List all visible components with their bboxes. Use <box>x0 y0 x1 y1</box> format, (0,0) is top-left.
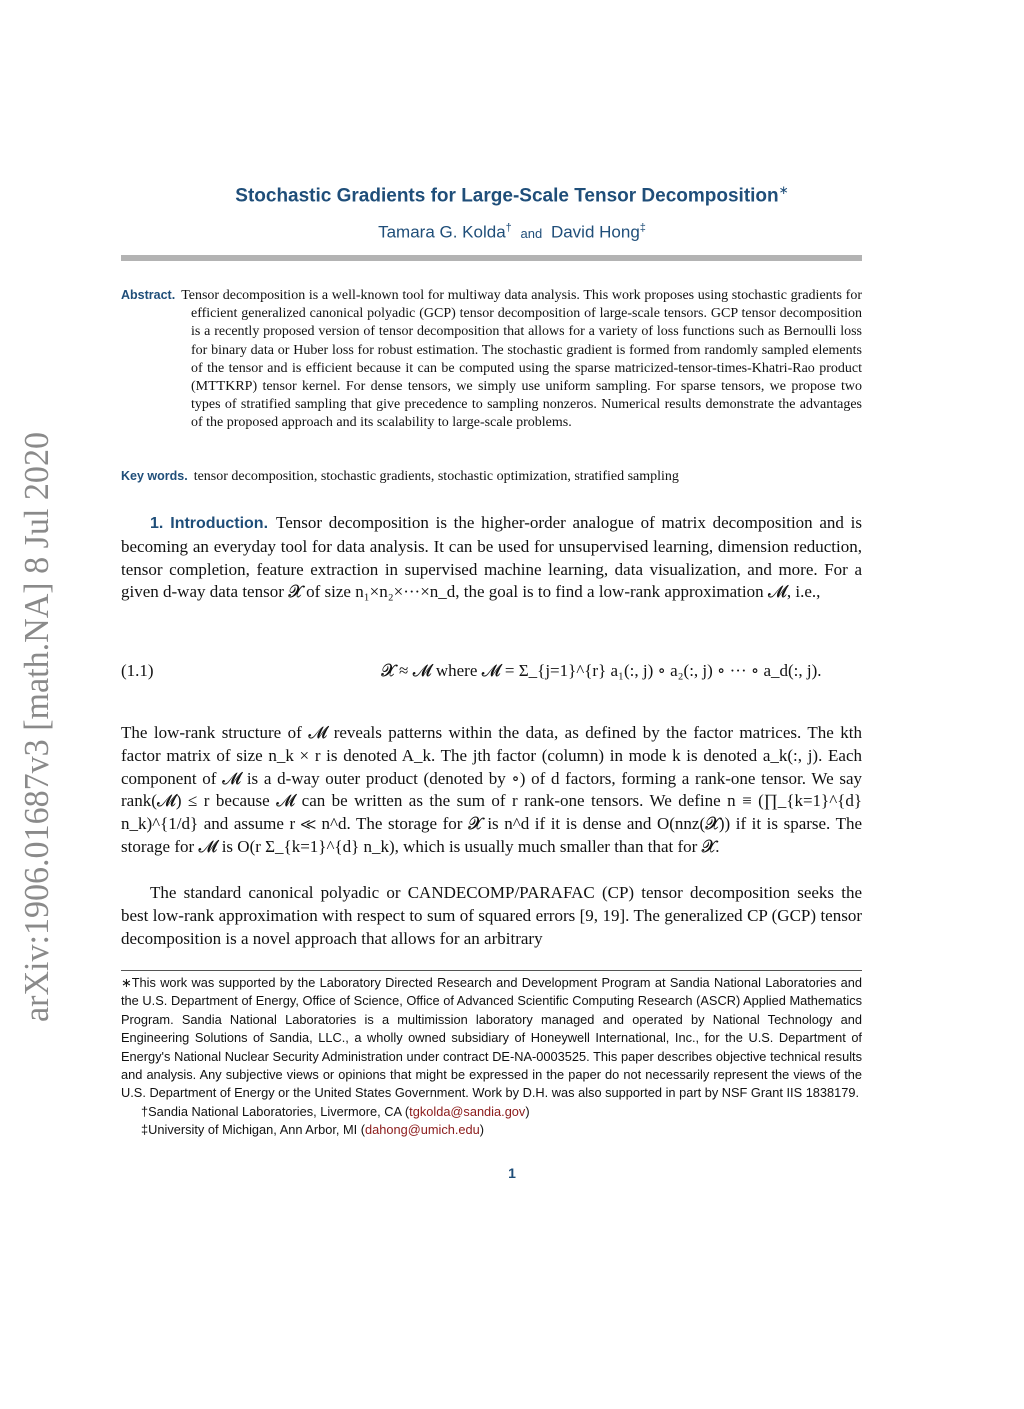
arxiv-id: arXiv:1906.01687v3 [math.NA] 8 Jul 2020 <box>17 415 56 1022</box>
keywords <box>121 469 862 485</box>
page-number: 1 <box>508 1165 516 1181</box>
paper-title: Stochastic Gradients for Large-Scale Tensor Decomposition∗ <box>235 183 789 207</box>
equation-number: (1.1) <box>121 661 154 680</box>
footnote-kolda: †Sandia National Laboratories, Livermore, CA (tgkolda@sandia.gov) <box>141 1103 530 1119</box>
abstract-text: Tensor decomposition is a well-known tool for multiway data analysis. This work proposes using stochastic gradients for efficient generalized canonical polyadic (GCP) tensor decomposition of large-scale tensors. GCP tensor decomposition is a recently proposed version of tensor decomposition that allows for a variety of loss functions such as Bernoulli loss for binary data or Huber loss for robust estimation. The stochastic gradient is formed from randomly sampled elements of the tensor and is efficient because it can be computed using the sparse matricized-tensor-times-Khatri-Rao product (MTTKRP) tensor kernel. For dense tensors, we simply use uniform sampling. For sparse tensors, we propose two types of stratified sampling that give precedence to sampling nonzeros. Numerical results demonstrate the advantages of the proposed approach and its scalability to large-scale problems. <box>181 288 862 431</box>
keywords-label: Key words. <box>121 469 188 483</box>
title-rule <box>121 255 862 261</box>
author-hong: David Hong <box>550 222 640 242</box>
intro-paragraph-2: The low-rank structure of 𝓜 reveals patterns within the data, as defined by the factor matrices. The kth factor matrix of size n_k × r is denoted A_k. The jth factor (column) in mode k is denoted a_k(:, j). Each component of 𝓜 is a d-way outer product (denoted by ∘) of d factors, forming a rank-one tensor. We say rank(𝓜) ≤ r because 𝓜 can be written as the sum of r rank-one tensors. We define n ≡ (∏_{k=1}^{d} n_k)^{1/d} and assume r ≪ n^d. The storage for 𝓧 is n^d if it is dense and O(nnz(𝓧)) if it is sparse. The storage for 𝓜 is O(r Σ_{k=1}^{d} n_k), which is usually much smaller than that for 𝓧. <box>121 723 862 856</box>
author-line: Tamara G. Kolda† and David Hong‡ <box>378 222 646 242</box>
footnote-hong: ‡University of Michigan, Ann Arbor, MI (dahong@umich.edu) <box>141 1122 485 1138</box>
intro-paragraph-1: 1. Introduction. Tensor decomposition is the higher-order analogue of matrix decomposition and is becoming an everyday tool for data analysis. It can be used for unsupervised learning, dimension reduction, tensor completion, feature extraction in supervised machine learning, data visualization, and more. For a given d-way data tensor 𝓧 of size n₁×n₂×···×n_d, the goal is to find a low-rank approximation 𝓜, i.e., <box>121 513 862 602</box>
footnote-funding: ∗This work was supported by the Laboratory Directed Research and Development Program at Sandia National Laboratories and the U.S. Department of Energy, Office of Science, Office of Advanced Scientific Computing Research (ASCR) Applied Mathematics Program. Sandia National Laboratories is a multimission laboratory managed and operated by National Technology and Engineering Solutions of Sandia, LLC., a wholly owned subsidiary of Honeywell International, Inc., for the U.S. Department of Energy's National Nuclear Security Administration under contract DE-NA-0003525. This paper describes objective technical results and analysis. Any subjective views or opinions that might be expressed in the paper do not necessarily represent the views of the U.S. Department of Energy or the United States Government. Work by D.H. was also supported in part by NSF Grant IIS 1838179. <box>121 975 862 1101</box>
equation-1-1 <box>121 643 862 713</box>
arxiv-stamp <box>14 415 56 1028</box>
footnote-rule <box>121 970 862 971</box>
equation-body: 𝓧 ≈ 𝓜 where 𝓜 = Σ_{j=1}^{r} a₁(:, j) ∘ a₂(:, j) ∘ ··· ∘ a_d(:, j). <box>381 661 822 680</box>
email-link-hong[interactable]: dahong@umich.edu <box>365 1122 480 1138</box>
keywords-text: tensor decomposition, stochastic gradients, stochastic optimization, stratified sampling <box>193 469 679 484</box>
footnotes <box>121 974 862 1140</box>
abstract-label: Abstract. <box>121 288 176 302</box>
section-heading: 1. Introduction. <box>150 515 269 532</box>
intro-paragraph-3: The standard canonical polyadic or CANDECOMP/PARAFAC (CP) tensor decomposition seeks the best low-rank approximation with respect to sum of squared errors [9, 19]. The generalized CP (GCP) tensor decomposition is a novel approach that allows for an arbitrary <box>121 883 862 948</box>
email-link-kolda[interactable]: tgkolda@sandia.gov <box>409 1103 526 1119</box>
abstract <box>121 286 862 433</box>
author-kolda: Tamara G. Kolda <box>378 222 506 242</box>
